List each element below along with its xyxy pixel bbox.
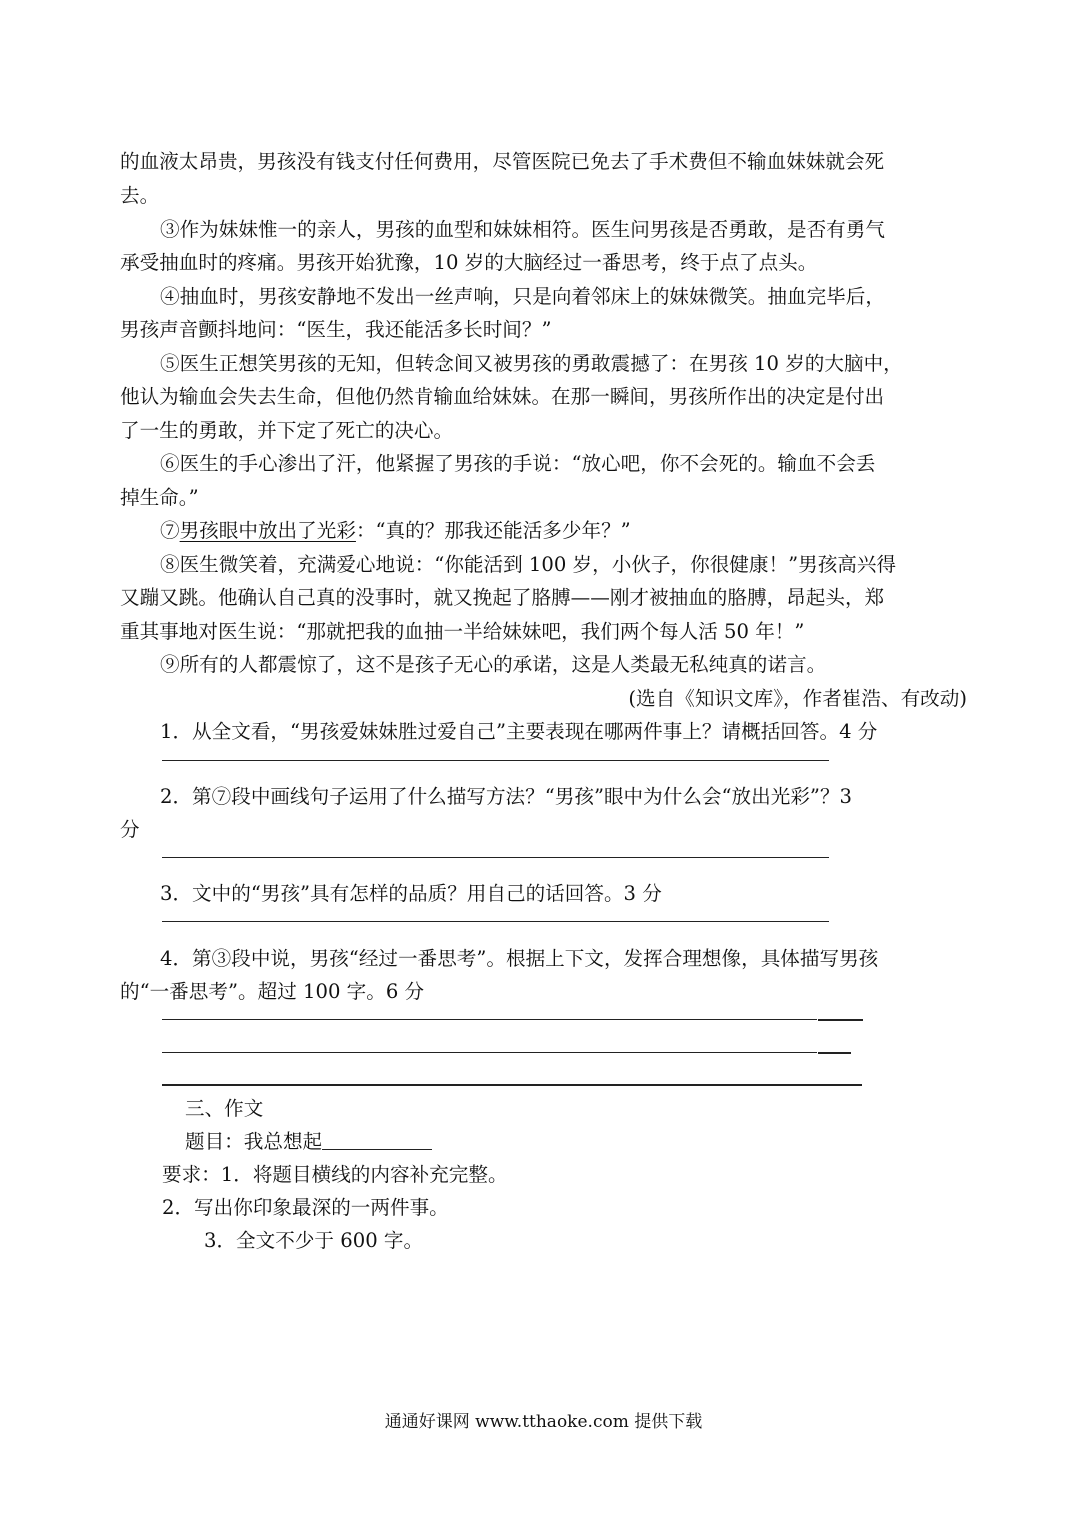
paragraph-6-line: 掉生命。” <box>120 486 199 509</box>
source-citation: (选自《知识文库》，作者崔浩、有改动) <box>628 687 967 710</box>
paragraph-8-line: ⑧医生微笑着，充满爱心地说：“你能活到 100 岁，小伙子，你很健康！”男孩高兴得 <box>160 553 897 576</box>
answer-line-3 <box>162 921 829 922</box>
composition-title <box>185 1128 885 1156</box>
paragraph-7-rest: ：“真的？那我还能活多少年？” <box>355 519 631 542</box>
composition-title-label: 题目：我总想起 <box>185 1130 323 1153</box>
requirement-1: 要求：1．将题目横线的内容补充完整。 <box>162 1163 508 1186</box>
answer-line-4c <box>162 1084 862 1086</box>
paragraph-5-line: 了一生的勇敢，并下定了死亡的决心。 <box>120 419 454 442</box>
title-blank <box>322 1129 432 1150</box>
requirement-3: 3．全文不少于 600 字。 <box>204 1229 424 1252</box>
paragraph-5-line: 他认为输血会失去生命，但他仍然肯输血给妹妹。在那一瞬间，男孩所作出的决定是付出 <box>120 385 885 408</box>
requirement-2: 2．写出你印象最深的一两件事。 <box>162 1196 449 1219</box>
answer-line-2 <box>162 857 829 858</box>
underlined-sentence: 男孩眼中放出了光彩 <box>179 519 356 542</box>
question-4-line: 的“一番思考”。超过 100 字。6 分 <box>120 980 425 1003</box>
paragraph-8-line: 又蹦又跳。他确认自己真的没事时，就又挽起了胳膊——刚才被抽血的胳膊，昂起头，郑 <box>120 586 885 609</box>
paragraph-7-line <box>160 517 970 545</box>
paragraph-8-line: 重其事地对医生说：“那就把我的血抽一半给妹妹吧，我们两个每人活 50 年！” <box>120 620 805 643</box>
answer-line-4a <box>162 1019 817 1020</box>
question-2-line: 2．第⑦段中画线句子运用了什么描写方法？“男孩”眼中为什么会“放出光彩”？3 <box>160 785 852 808</box>
paragraph-3-line: ③作为妹妹惟一的亲人，男孩的血型和妹妹相符。医生问男孩是否勇敢，是否有勇气 <box>160 218 885 241</box>
answer-line-1 <box>162 760 829 761</box>
passage-line: 的血液太昂贵，男孩没有钱支付任何费用，尽管医院已免去了手术费但不输血妹妹就会死 <box>120 150 885 173</box>
paragraph-4-line: 男孩声音颤抖地问：“医生，我还能活多长时间？” <box>120 318 552 341</box>
page-footer: 通通好课网 www.tthaoke.com 提供下载 <box>384 1412 703 1432</box>
question-1: 1．从全文看，“男孩爱妹妹胜过爱自己”主要表现在哪两件事上？请概括回答。4 分 <box>160 720 878 743</box>
passage-line: 去。 <box>120 184 160 207</box>
question-4-line: 4．第③段中说，男孩“经过一番思考”。根据上下文，发挥合理想像，具体描写男孩 <box>160 947 879 970</box>
paragraph-5-line: ⑤医生正想笑男孩的无知，但转念间又被男孩的勇敢震撼了：在男孩 10 岁的大脑中， <box>160 352 903 375</box>
paragraph-9-line: ⑨所有的人都震惊了，这不是孩子无心的承诺，这是人类最无私纯真的诺言。 <box>160 653 827 676</box>
question-2-line: 分 <box>120 818 140 841</box>
answer-line-4b <box>162 1052 817 1053</box>
paragraph-6-line: ⑥医生的手心渗出了汗，他紧握了男孩的手说：“放心吧，你不会死的。输血不会丢 <box>160 452 876 475</box>
section-heading: 三、作文 <box>185 1097 264 1120</box>
paragraph-7-number: ⑦ <box>160 519 180 542</box>
answer-line-4b-tail <box>818 1052 851 1054</box>
paragraph-4-line: ④抽血时，男孩安静地不发出一丝声响，只是向着邻床上的妹妹微笑。抽血完毕后， <box>160 285 885 308</box>
question-3: 3．文中的“男孩”具有怎样的品质？用自己的话回答。3 分 <box>160 882 662 905</box>
answer-line-4a-tail <box>818 1019 863 1021</box>
paragraph-3-line: 承受抽血时的疼痛。男孩开始犹豫，10 岁的大脑经过一番思考，终于点了点头。 <box>120 251 818 274</box>
